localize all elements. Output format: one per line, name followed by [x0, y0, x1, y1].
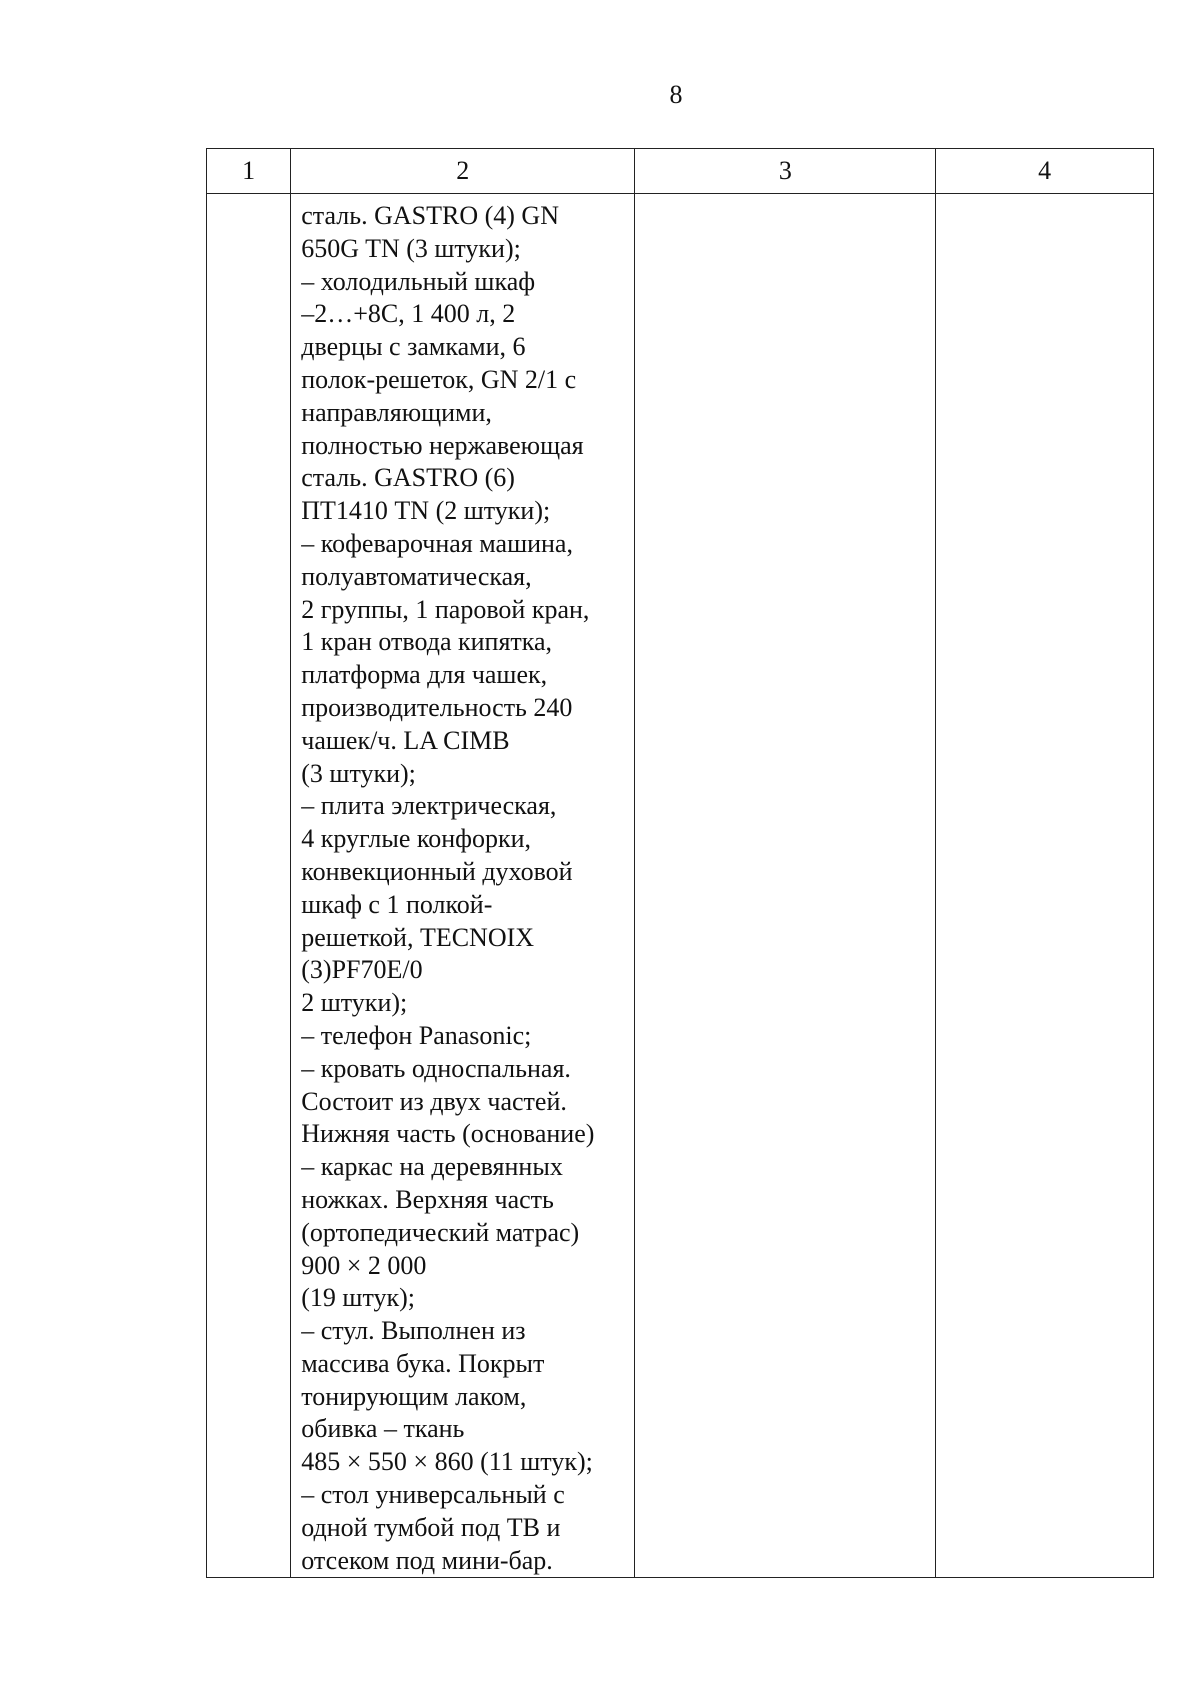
description-line: ножках. Верхняя часть	[301, 1184, 554, 1214]
description-line: – стул. Выполнен из	[301, 1316, 526, 1346]
description-line: массива бука. Покрыт	[301, 1348, 545, 1378]
description-line: направляющими,	[301, 397, 492, 427]
page-number: 8	[669, 80, 683, 109]
description-line: чашек/ч. LA CIMB	[301, 725, 510, 755]
column-header-4: 4	[936, 149, 1154, 194]
description-line: конвекционный духовой	[301, 856, 573, 886]
description-line: (ортопедический матрас)	[301, 1217, 580, 1247]
description-line: обивка – ткань	[301, 1414, 465, 1444]
description-line: сталь. GASTRO (6)	[301, 463, 515, 493]
description-line: решеткой, TECNOIX	[301, 922, 535, 952]
description-line: платформа для чашек,	[301, 660, 548, 690]
description-line: 2 группы, 1 паровой кран,	[301, 594, 590, 624]
document-table	[206, 148, 1154, 1578]
description-line: (3 штуки);	[301, 758, 416, 788]
description-line: – стол универсальный с	[301, 1480, 565, 1510]
description-line: – каркас на деревянных	[301, 1152, 563, 1182]
column-header-2: 2	[291, 149, 635, 194]
table-row	[207, 194, 1154, 1578]
description-line: одной тумбой под ТВ и	[301, 1512, 561, 1542]
table-cell-col4	[936, 194, 1154, 1578]
table-cell-col2	[291, 194, 635, 1578]
description-line: 4 круглые конфорки,	[301, 824, 531, 854]
column-header-1: 1	[207, 149, 291, 194]
description-line: сталь. GASTRO (4) GN	[301, 201, 559, 230]
table-header-row	[207, 149, 1154, 194]
equipment-description	[291, 194, 634, 1577]
description-line: – телефон Panasonic;	[301, 1020, 532, 1050]
description-line: 900 × 2 000	[301, 1250, 427, 1280]
description-line: 1 кран отвода кипятка,	[301, 627, 553, 657]
table-cell-col1	[207, 194, 291, 1578]
column-header-3: 3	[635, 149, 936, 194]
description-line: Нижняя часть (основание)	[301, 1119, 595, 1149]
description-line: ПТ1410 TN (2 штуки);	[301, 496, 551, 526]
description-line: полностью нержавеющая	[301, 430, 584, 460]
description-line: шкаф с 1 полкой-	[301, 889, 493, 919]
description-line: (3)PF70E/0	[301, 955, 423, 985]
description-line: 485 × 550 × 860 (11 штук);	[301, 1447, 593, 1477]
description-line: полок-решеток, GN 2/1 с	[301, 364, 577, 394]
description-line: Состоит из двух частей.	[301, 1086, 567, 1116]
description-line: отсеком под мини-бар.	[301, 1545, 553, 1575]
description-line: – плита электрическая,	[301, 791, 557, 821]
description-line: полуавтоматическая,	[301, 561, 532, 591]
description-line: – холодильный шкаф	[301, 266, 536, 296]
description-line: (19 штук);	[301, 1283, 415, 1313]
table-cell-col3	[635, 194, 936, 1578]
description-line: тонирующим лаком,	[301, 1381, 527, 1411]
description-line: дверцы с замками, 6	[301, 332, 526, 362]
description-line: 650G TN (3 штуки);	[301, 233, 521, 263]
description-line: –2…+8С, 1 400 л, 2	[301, 299, 516, 329]
description-line: – кровать односпальная.	[301, 1053, 571, 1083]
description-line: производительность 240	[301, 692, 573, 722]
description-line: – кофеварочная машина,	[301, 528, 573, 558]
description-line: 2 штуки);	[301, 988, 408, 1018]
